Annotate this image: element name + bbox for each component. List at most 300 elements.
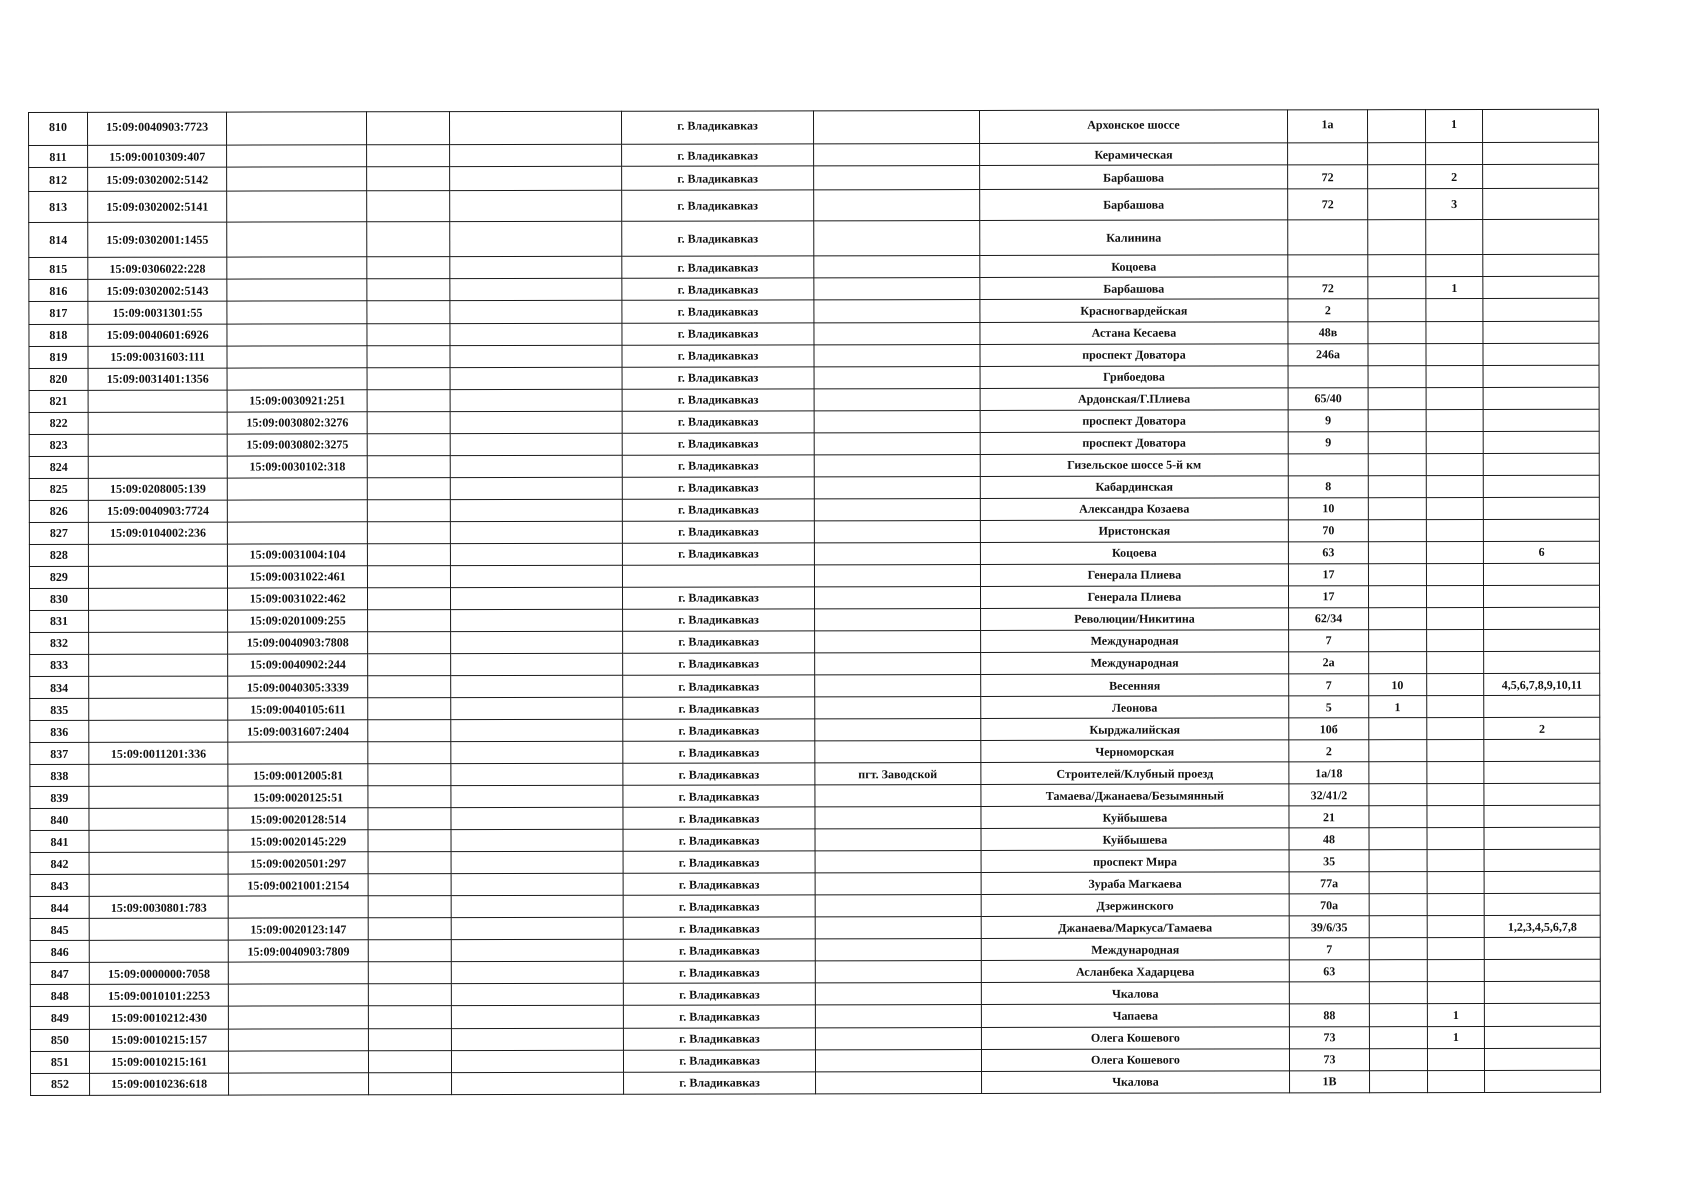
column-5: [451, 1072, 623, 1095]
row-number: 835: [30, 698, 89, 720]
house-number: 48: [1289, 828, 1369, 850]
column-13: [1483, 299, 1599, 321]
column-4: [368, 918, 451, 940]
settlement-cell: [815, 1049, 981, 1071]
cadastral-number-a: [88, 412, 228, 434]
column-4: [368, 896, 451, 918]
cadastral-number-a: 15:09:0030801:783: [89, 896, 229, 918]
city-cell: г. Владикавказ: [622, 111, 814, 144]
column-4: [367, 565, 450, 587]
column-13: [1483, 321, 1599, 343]
cadastral-number-b: [229, 1072, 369, 1095]
column-11: [1368, 541, 1426, 563]
column-4: [367, 433, 450, 455]
registry-table: [28, 109, 1601, 1096]
row-number: 816: [29, 280, 88, 302]
city-cell: г. Владикавказ: [623, 763, 815, 785]
table-row: [29, 519, 1599, 544]
cadastral-number-a: 15:09:0302001:1455: [88, 222, 228, 258]
row-number: 823: [29, 434, 88, 456]
house-number: 9: [1288, 431, 1368, 453]
column-12: [1427, 894, 1485, 916]
house-number: 21: [1289, 806, 1369, 828]
column-4: [368, 786, 451, 808]
cadastral-number-b: 15:09:0030802:3275: [228, 433, 368, 455]
row-number: 842: [30, 853, 89, 875]
column-4: [367, 411, 450, 433]
settlement-cell: [814, 366, 980, 388]
street-cell: Асланбека Хадарцева: [981, 960, 1290, 983]
table-row: [30, 1004, 1600, 1029]
city-cell: г. Владикавказ: [622, 144, 814, 166]
column-12: [1426, 629, 1484, 651]
column-13: [1484, 651, 1600, 673]
column-4: [367, 301, 450, 323]
cadastral-number-b: [229, 1006, 369, 1028]
settlement-cell: [815, 851, 981, 873]
column-5: [451, 829, 623, 851]
row-number: 818: [29, 324, 88, 346]
street-cell: Барбашова: [980, 277, 1289, 300]
column-4: [368, 742, 451, 764]
column-11: [1368, 497, 1426, 519]
street-cell: Архонское шоссе: [979, 110, 1288, 144]
house-number: 73: [1290, 1026, 1370, 1048]
column-13: [1484, 805, 1600, 827]
city-cell: г. Владикавказ: [622, 366, 814, 388]
city-cell: г. Владикавказ: [623, 873, 815, 895]
row-number: 839: [30, 787, 89, 809]
column-12: [1425, 220, 1483, 255]
column-13: [1483, 255, 1599, 277]
column-5: [449, 144, 621, 166]
column-11: [1369, 784, 1427, 806]
street-cell: проспект Доватора: [980, 432, 1289, 455]
house-number: [1290, 982, 1370, 1004]
table-row: [30, 717, 1600, 742]
cadastral-number-a: [88, 566, 228, 588]
column-5: [451, 763, 623, 785]
column-12: [1426, 365, 1484, 387]
column-12: [1426, 541, 1484, 563]
cadastral-number-a: [89, 940, 229, 962]
settlement-cell: [814, 564, 980, 586]
settlement-cell: [815, 961, 981, 983]
column-13: [1484, 475, 1600, 497]
cadastral-number-b: [227, 323, 367, 345]
row-number: 831: [30, 610, 89, 632]
table-row: [30, 849, 1600, 874]
cadastral-number-a: [89, 676, 229, 698]
column-4: [368, 1050, 451, 1072]
cadastral-number-b: 15:09:0031022:462: [228, 588, 368, 610]
column-11: [1369, 740, 1427, 762]
city-cell: г. Владикавказ: [623, 609, 815, 631]
cadastral-number-a: 15:09:0040903:7724: [88, 500, 228, 522]
column-5: [451, 785, 623, 807]
cadastral-number-b: 15:09:0020123:147: [229, 918, 369, 940]
row-number: 822: [29, 412, 88, 434]
table-row: [30, 739, 1600, 764]
column-12: [1425, 299, 1483, 321]
table-row: [29, 453, 1599, 478]
street-cell: Джанаева/Маркуса/Тамаева: [981, 916, 1290, 939]
settlement-cell: [814, 300, 980, 322]
column-5: [450, 433, 622, 455]
column-12: [1427, 872, 1485, 894]
column-11: [1369, 872, 1427, 894]
street-cell: Международная: [980, 652, 1289, 675]
column-4: [368, 962, 451, 984]
table-row: [29, 321, 1599, 346]
city-cell: г. Владикавказ: [622, 388, 814, 410]
city-cell: г. Владикавказ: [623, 829, 815, 851]
house-number: 88: [1290, 1004, 1370, 1026]
settlement-cell: [814, 432, 980, 454]
house-number: 73: [1290, 1048, 1370, 1070]
column-5: [450, 499, 622, 521]
cadastral-number-a: [88, 390, 228, 412]
column-13: [1485, 1048, 1601, 1070]
table-row: [29, 255, 1599, 280]
city-cell: г. Владикавказ: [622, 455, 814, 477]
cadastral-number-a: [89, 654, 229, 676]
row-number: 812: [29, 167, 88, 191]
table-row: [30, 1026, 1600, 1051]
settlement-cell: [815, 873, 981, 895]
street-cell: Строителей/Клубный проезд: [981, 762, 1290, 785]
city-cell: г. Владикавказ: [622, 521, 814, 543]
column-12: [1426, 784, 1484, 806]
city-cell: г. Владикавказ: [622, 477, 814, 499]
column-11: 10: [1368, 674, 1426, 696]
column-13: [1483, 409, 1599, 431]
cadastral-number-a: 15:09:0031603:111: [88, 346, 228, 368]
column-5: [451, 918, 623, 940]
city-cell: г. Владикавказ: [623, 785, 815, 807]
column-4: [368, 1072, 451, 1095]
column-5: [450, 389, 622, 411]
street-cell: Керамическая: [979, 143, 1288, 166]
settlement-cell: [815, 1005, 981, 1027]
settlement-cell: [815, 829, 981, 851]
column-12: [1426, 497, 1484, 519]
street-cell: проспект Доватора: [980, 409, 1289, 432]
column-5: [451, 984, 623, 1006]
settlement-cell: [815, 939, 981, 961]
column-12: [1426, 563, 1484, 585]
column-5: [450, 477, 622, 499]
column-4: [367, 323, 450, 345]
column-12: [1426, 673, 1484, 695]
column-5: [450, 609, 622, 631]
column-4: [368, 610, 451, 632]
cadastral-number-b: 15:09:0040903:7808: [228, 632, 368, 654]
table-row: [29, 189, 1599, 223]
column-12: [1427, 938, 1485, 960]
cadastral-number-b: 15:09:0020125:51: [228, 786, 368, 808]
street-cell: Чапаева: [981, 1004, 1290, 1027]
column-13: [1484, 783, 1600, 805]
cadastral-number-b: [228, 522, 368, 544]
column-12: [1426, 409, 1484, 431]
table-row: [29, 219, 1599, 258]
column-12: 1: [1425, 277, 1483, 299]
column-5: [450, 367, 622, 389]
cadastral-number-a: [89, 918, 229, 940]
house-number: 1а: [1288, 110, 1368, 143]
city-cell: г. Владикавказ: [623, 653, 815, 675]
street-cell: Барбашова: [979, 189, 1288, 220]
house-number: 65/40: [1288, 387, 1368, 409]
column-11: [1369, 1026, 1427, 1048]
street-cell: Олега Кошевого: [981, 1026, 1290, 1049]
row-number: 847: [30, 963, 89, 985]
house-number: 72: [1288, 165, 1368, 189]
street-cell: Международная: [980, 630, 1289, 653]
row-number: 840: [30, 809, 89, 831]
street-cell: Коцоева: [980, 542, 1289, 565]
column-5: [450, 631, 622, 653]
cadastral-number-a: [88, 588, 228, 610]
column-12: [1426, 762, 1484, 784]
settlement-cell: [814, 256, 980, 278]
settlement-cell: [815, 807, 981, 829]
street-cell: Ардонская/Г.Плиева: [980, 387, 1289, 410]
table-row: [30, 761, 1600, 786]
column-13: [1484, 497, 1600, 519]
cadastral-number-a: 15:09:0031301:55: [88, 302, 228, 324]
cadastral-number-b: 15:09:0020501:297: [228, 852, 368, 874]
cadastral-number-a: [88, 544, 228, 566]
house-number: 62/34: [1289, 608, 1369, 630]
column-11: [1368, 431, 1426, 453]
house-number: 1а/18: [1289, 762, 1369, 784]
row-number: 832: [30, 632, 89, 654]
column-4: [367, 455, 450, 477]
city-cell: г. Владикавказ: [622, 256, 814, 278]
column-13: [1484, 431, 1600, 453]
column-12: 1: [1427, 1026, 1485, 1048]
table-row: [29, 277, 1599, 302]
cadastral-number-b: 15:09:0012005:81: [228, 764, 368, 786]
column-13: [1484, 607, 1600, 629]
column-13: [1483, 142, 1599, 164]
row-number: 810: [29, 112, 88, 145]
house-number: [1288, 255, 1368, 277]
row-number: 833: [30, 654, 89, 676]
city-cell: г. Владикавказ: [623, 939, 815, 961]
cadastral-number-b: [228, 478, 368, 500]
column-11: [1369, 960, 1427, 982]
table-row: [29, 365, 1599, 390]
table-row: [29, 142, 1599, 167]
column-13: [1483, 189, 1599, 220]
street-cell: Кырджалийская: [980, 718, 1289, 741]
table-body: [29, 109, 1601, 1095]
cadastral-number-a: [88, 456, 228, 478]
settlement-cell: [815, 1027, 981, 1049]
column-12: [1426, 695, 1484, 717]
column-13: [1484, 453, 1600, 475]
house-number: 39/6/35: [1289, 916, 1369, 938]
column-11: [1367, 189, 1425, 220]
column-4: [368, 698, 451, 720]
table-row: [30, 871, 1600, 896]
house-number: 77а: [1289, 872, 1369, 894]
city-cell: г. Владикавказ: [623, 741, 815, 763]
column-12: [1426, 431, 1484, 453]
column-13: [1485, 960, 1601, 982]
column-5: [451, 1050, 623, 1072]
cadastral-number-b: [227, 145, 367, 167]
settlement-cell: [814, 476, 980, 498]
column-12: [1427, 960, 1485, 982]
row-number: 836: [30, 720, 89, 742]
column-12: [1426, 718, 1484, 740]
street-cell: Коцоева: [979, 255, 1288, 278]
column-5: [451, 962, 623, 984]
column-5: [451, 697, 623, 719]
column-4: [367, 521, 450, 543]
street-cell: проспект Мира: [981, 850, 1290, 873]
column-12: [1426, 651, 1484, 673]
column-5: [450, 345, 622, 367]
settlement-cell: [815, 1071, 981, 1094]
cadastral-number-b: [227, 112, 367, 145]
row-number: 851: [30, 1051, 89, 1073]
city-cell: г. Владикавказ: [622, 410, 814, 432]
house-number: 7: [1289, 674, 1369, 696]
row-number: 817: [29, 302, 88, 324]
table-row: [30, 938, 1600, 963]
cadastral-number-b: 15:09:0040105:611: [228, 698, 368, 720]
table-row: [30, 1048, 1600, 1073]
house-number: [1288, 453, 1368, 475]
column-5: [451, 807, 623, 829]
column-4: [368, 1006, 451, 1028]
cadastral-number-b: [227, 257, 367, 279]
house-number: 246а: [1288, 343, 1368, 365]
table-row: [30, 607, 1600, 632]
column-5: [451, 675, 623, 697]
column-13: 2: [1484, 717, 1600, 739]
column-11: [1368, 220, 1426, 255]
row-number: 834: [30, 676, 89, 698]
house-number: 8: [1288, 475, 1368, 497]
column-4: [368, 720, 451, 742]
table-row: [30, 982, 1600, 1007]
column-4: [368, 1028, 451, 1050]
column-13: [1484, 563, 1600, 585]
column-11: [1368, 343, 1426, 365]
street-cell: Дзержинского: [981, 894, 1290, 917]
column-13: [1484, 849, 1600, 871]
table-row: [30, 673, 1600, 698]
cadastral-number-b: 15:09:0030921:251: [228, 389, 368, 411]
column-11: [1367, 165, 1425, 189]
column-11: [1369, 828, 1427, 850]
city-cell: г. Владикавказ: [624, 1071, 816, 1094]
street-cell: Александра Козаева: [980, 498, 1289, 521]
settlement-cell: [815, 895, 981, 917]
column-11: [1368, 255, 1426, 277]
row-number: 814: [29, 223, 88, 258]
cadastral-number-a: 15:09:0104002:236: [88, 522, 228, 544]
cadastral-number-b: [228, 742, 368, 764]
cadastral-number-a: 15:09:0010309:407: [87, 145, 227, 167]
table-row: [30, 805, 1600, 830]
street-cell: Калинина: [979, 220, 1288, 256]
column-11: [1368, 652, 1426, 674]
settlement-cell: [814, 166, 980, 191]
column-12: [1426, 475, 1484, 497]
settlement-cell: [814, 190, 980, 221]
row-number: 825: [29, 478, 88, 500]
row-number: 821: [29, 390, 88, 412]
column-5: [449, 166, 621, 191]
column-11: [1368, 277, 1426, 299]
column-13: [1484, 695, 1600, 717]
house-number: [1288, 220, 1368, 255]
column-5: [451, 741, 623, 763]
street-cell: Черноморская: [980, 740, 1289, 763]
row-number: 815: [29, 258, 88, 280]
table-row: [30, 695, 1600, 720]
settlement-cell: [815, 697, 981, 719]
column-5: [450, 301, 622, 323]
column-11: [1368, 607, 1426, 629]
street-cell: Чкалова: [981, 982, 1290, 1005]
cadastral-number-a: 15:09:0302002:5142: [87, 167, 227, 192]
cadastral-number-a: 15:09:0040601:6926: [88, 324, 228, 346]
city-cell: г. Владикавказ: [622, 433, 814, 455]
column-4: [368, 808, 451, 830]
table-row: [29, 409, 1599, 434]
column-13: 4,5,6,7,8,9,10,11: [1484, 673, 1600, 695]
settlement-cell: [814, 221, 980, 257]
column-11: [1368, 453, 1426, 475]
house-number: 70а: [1289, 894, 1369, 916]
city-cell: г. Владикавказ: [622, 166, 814, 191]
column-11: [1369, 762, 1427, 784]
row-number: 838: [30, 764, 89, 786]
cadastral-number-b: [227, 345, 367, 367]
row-number: 830: [29, 588, 88, 610]
column-5: [451, 896, 623, 918]
table-row: [30, 916, 1600, 941]
column-13: [1483, 164, 1599, 188]
table-row: [29, 387, 1599, 412]
city-cell: г. Владикавказ: [622, 300, 814, 322]
table-row: [29, 585, 1599, 610]
settlement-cell: [814, 454, 980, 476]
column-12: 3: [1425, 189, 1483, 220]
cadastral-number-b: 15:09:0040902:244: [228, 654, 368, 676]
column-4: [367, 145, 450, 167]
column-4: [368, 852, 451, 874]
column-11: [1368, 519, 1426, 541]
column-5: [451, 719, 623, 741]
row-number: 849: [30, 1007, 89, 1029]
street-cell: Революции/Никитина: [980, 608, 1289, 631]
table-row: [29, 109, 1599, 145]
column-11: [1367, 110, 1425, 143]
table-row: [29, 475, 1599, 500]
column-4: [367, 587, 450, 609]
city-cell: г. Владикавказ: [622, 190, 814, 221]
column-11: [1369, 1004, 1427, 1026]
